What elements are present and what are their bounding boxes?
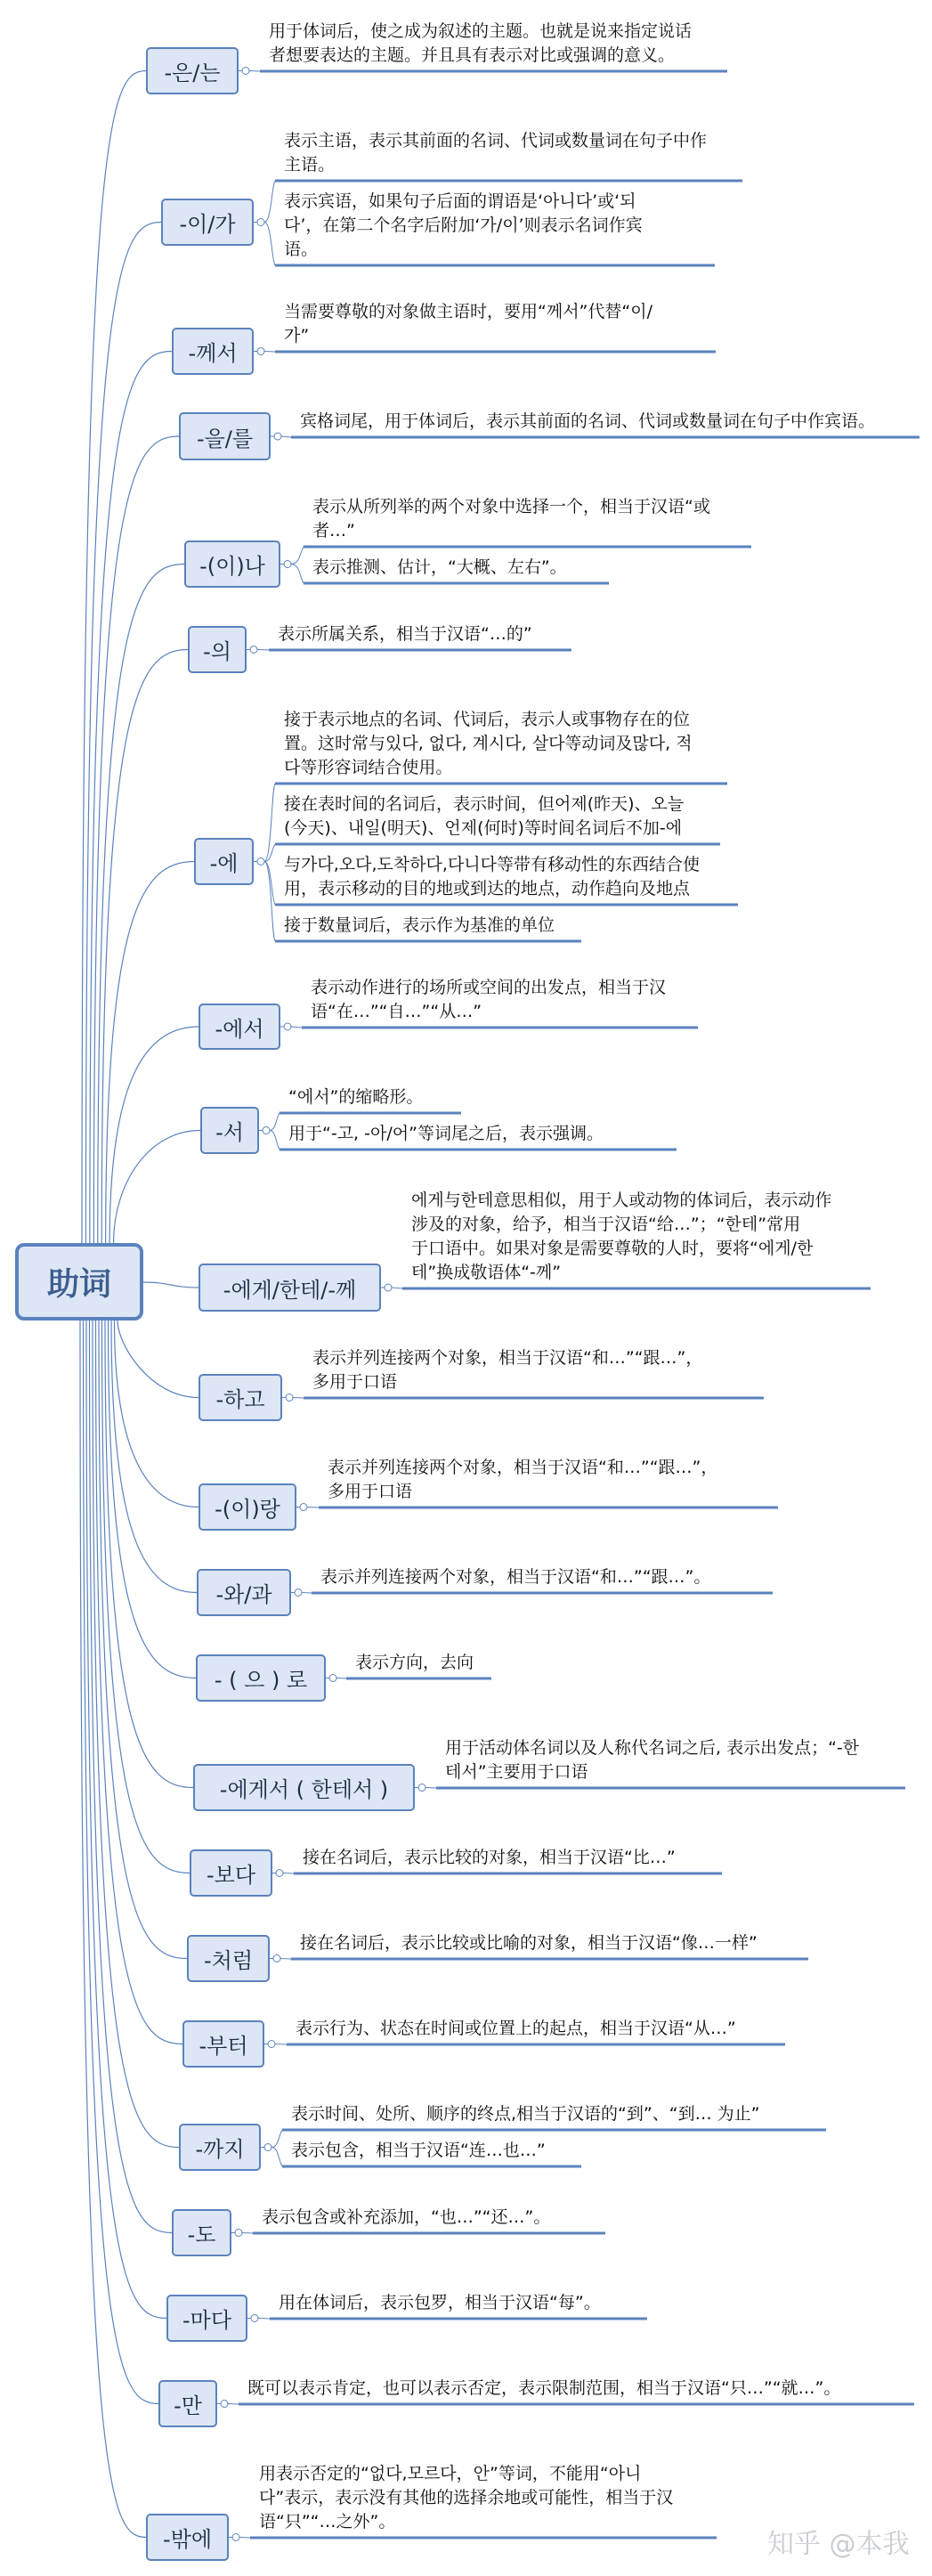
topic-label: -마다 bbox=[182, 2308, 232, 2333]
description-line: 接在名词后，表示比较的对象，相当于汉语“比…” bbox=[303, 1848, 676, 1867]
branch-connector bbox=[115, 1321, 199, 1507]
description-line: 置。这时常与있다, 없다, 계시다, 살다等动词及많다, 적 bbox=[284, 734, 693, 753]
child-connector bbox=[264, 181, 275, 223]
collapse-toggle-icon[interactable] bbox=[268, 2041, 275, 2048]
collapse-toggle-icon[interactable] bbox=[232, 2534, 239, 2541]
description-line: 表示宾语，如果句子后面的谓语是‘아니다’或‘되 bbox=[284, 191, 636, 211]
child-connector bbox=[257, 650, 269, 651]
description-line: 主语。 bbox=[284, 155, 336, 175]
child-connector bbox=[283, 1873, 294, 1874]
description-line: 既可以表示肯定，也可以表示否定，表示限制范围，相当于汉语“只…”“就…”。 bbox=[247, 2378, 841, 2398]
description-line: (今天)、내일(明天)、언제(何时)等时间名词后不加-에 bbox=[284, 818, 683, 838]
description-text bbox=[355, 1651, 474, 1675]
topic-node[interactable] bbox=[172, 2209, 231, 2256]
description-line: 用表示否定的“없다,모르다，안”等词，不能用“아니 bbox=[259, 2464, 642, 2483]
topic-label: -와/과 bbox=[215, 1582, 272, 1607]
collapse-toggle-icon[interactable] bbox=[274, 433, 281, 440]
description-line: 多用于口语 bbox=[328, 1482, 413, 1501]
description-line: 테서”主要用于口语 bbox=[445, 1762, 588, 1782]
topic-label: -보다 bbox=[206, 1863, 256, 1888]
topic-node[interactable] bbox=[158, 2380, 217, 2427]
description-line: 用于“-고, -아/어”等词尾之后，表示强调。 bbox=[288, 1124, 604, 1143]
branch-connector bbox=[98, 565, 184, 1244]
child-connector bbox=[425, 1788, 436, 1789]
topic-node[interactable] bbox=[194, 838, 254, 885]
description-line: 于口语中。如果对象是需要尊敬的人时，要将“에게/한 bbox=[411, 1239, 814, 1258]
child-connector bbox=[270, 1113, 280, 1131]
collapse-toggle-icon[interactable] bbox=[257, 858, 264, 865]
description-text bbox=[445, 1736, 859, 1784]
topic-label: -하고 bbox=[215, 1387, 265, 1412]
description-line: 者…” bbox=[312, 521, 355, 540]
topic-label: -만 bbox=[174, 2393, 202, 2418]
child-connector bbox=[271, 2148, 282, 2167]
description-text bbox=[320, 1565, 710, 1589]
description-text bbox=[284, 190, 643, 262]
child-connector bbox=[264, 223, 275, 266]
child-connector bbox=[281, 436, 291, 437]
topic-node[interactable] bbox=[190, 1849, 272, 1897]
description-line: 用于体词后，使之成为叙述的主题。也就是说来指定说话 bbox=[269, 21, 693, 41]
description-line: 에게与한테意思相似，用于人或动物的体词后，表示动作 bbox=[411, 1190, 832, 1210]
topic-node[interactable] bbox=[199, 1483, 296, 1531]
description-text bbox=[328, 1456, 717, 1504]
description-line: 涉及的对象，给予，相当于汉语“给…”；“한테”常用 bbox=[411, 1215, 801, 1234]
topic-label: - ( 으 ) 로 bbox=[214, 1668, 308, 1693]
child-connector bbox=[307, 1507, 319, 1508]
description-text bbox=[269, 20, 692, 68]
collapse-toggle-icon[interactable] bbox=[257, 348, 264, 355]
topic-node[interactable] bbox=[200, 1107, 259, 1154]
branch-connector bbox=[96, 1321, 183, 2044]
root-label: 助词 bbox=[46, 1266, 111, 1303]
topic-node[interactable] bbox=[199, 1004, 280, 1050]
description-text bbox=[247, 2377, 840, 2401]
description-text bbox=[312, 556, 567, 580]
description-text bbox=[262, 2206, 550, 2230]
topic-label: -의 bbox=[203, 639, 231, 664]
topic-label: -도 bbox=[187, 2223, 216, 2247]
branch-connector bbox=[109, 1027, 199, 1243]
topic-label: -서 bbox=[215, 1120, 244, 1145]
description-line: 接于数量词后，表示作为基准的单位 bbox=[284, 915, 555, 935]
description-line: 用，表示移动的目的地或到达的地点，动作趋向及地点 bbox=[284, 879, 691, 898]
topic-label: -께서 bbox=[188, 341, 238, 366]
description-text bbox=[312, 495, 710, 543]
description-text bbox=[284, 300, 652, 348]
child-connector bbox=[228, 2404, 239, 2405]
child-connector bbox=[264, 844, 275, 862]
topic-node[interactable] bbox=[161, 199, 254, 246]
description-line: 表示包含，相当于汉语“连…也…” bbox=[291, 2141, 546, 2160]
child-connector bbox=[291, 1027, 302, 1028]
child-connector bbox=[239, 2538, 250, 2539]
branch-connector bbox=[106, 862, 194, 1244]
topic-node[interactable] bbox=[197, 1569, 291, 1616]
topic-label: -에게서 ( 한테서 ) bbox=[219, 1777, 389, 1802]
branch-connector bbox=[114, 1131, 200, 1244]
description-text bbox=[411, 1189, 831, 1285]
description-text bbox=[311, 976, 666, 1024]
description-text bbox=[284, 914, 555, 938]
root-node[interactable] bbox=[15, 1243, 143, 1321]
description-text bbox=[259, 2462, 673, 2534]
description-line: 接在名词后，表示比较或比喻的对象，相当于汉语“像…一样” bbox=[300, 1933, 758, 1953]
description-line: 与가다,오다,도착하다,다니다等带有移动性的东西结合使 bbox=[284, 855, 701, 874]
collapse-toggle-icon[interactable] bbox=[284, 1023, 291, 1030]
topic-node[interactable] bbox=[184, 540, 280, 588]
collapse-toggle-icon[interactable] bbox=[257, 219, 264, 226]
description-line: 用在体词后，表示包罗，相当于汉语“每”。 bbox=[279, 2293, 601, 2312]
topic-label: -(이)나 bbox=[199, 554, 265, 579]
description-text bbox=[284, 708, 693, 780]
description-text bbox=[291, 2139, 546, 2163]
description-line: 表示行为、状态在时间或位置上的起点，相当于汉语“从…” bbox=[296, 2019, 736, 2038]
description-text bbox=[303, 1846, 676, 1870]
description-line: 语“只”“…之外”。 bbox=[259, 2512, 396, 2531]
collapse-toggle-icon[interactable] bbox=[385, 1284, 392, 1291]
topic-node[interactable] bbox=[172, 328, 254, 375]
child-connector bbox=[242, 2233, 253, 2234]
topic-node[interactable] bbox=[196, 1654, 326, 1702]
collapse-toggle-icon[interactable] bbox=[329, 1675, 336, 1682]
description-line: 表示所属关系，相当于汉语“…的” bbox=[278, 624, 532, 644]
description-line: 다等形容词结合使用。 bbox=[284, 758, 453, 777]
topic-label: -을/를 bbox=[196, 426, 254, 451]
child-connector bbox=[293, 1398, 304, 1399]
description-line: 多用于口语 bbox=[312, 1372, 398, 1392]
topic-label: -밖에 bbox=[162, 2527, 213, 2552]
description-line: 表示并列连接两个对象，相当于汉语“和…”“跟…”， bbox=[312, 1348, 703, 1368]
topic-node[interactable] bbox=[179, 412, 271, 460]
branch-connector bbox=[143, 1282, 199, 1288]
description-line: 宾格词尾，用于体词后，表示其前面的名词、代词或数量词在句子中作宾语。 bbox=[300, 411, 876, 431]
description-line: 语。 bbox=[284, 240, 319, 259]
description-line: 者想要表达的主题。并且具有表示对比或强调的意义。 bbox=[269, 45, 676, 65]
child-connector bbox=[249, 71, 260, 72]
branch-connector bbox=[85, 223, 161, 1244]
branch-connector bbox=[109, 1321, 197, 1678]
topic-label: -처럼 bbox=[203, 1948, 254, 1973]
description-line: 테”换成敬语体“-께” bbox=[411, 1263, 562, 1282]
topic-node[interactable] bbox=[187, 1935, 270, 1982]
topic-node[interactable] bbox=[146, 47, 239, 94]
description-line: 다”表示，表示没有其他的选择余地或可能性，相当于汉 bbox=[259, 2488, 674, 2507]
description-line: 表示方向，去向 bbox=[355, 1653, 474, 1672]
description-text bbox=[284, 792, 684, 841]
description-line: 表示从所列举的两个对象中选择一个，相当于汉语“或 bbox=[312, 497, 710, 516]
topic-label: -에서 bbox=[215, 1016, 264, 1042]
child-connector bbox=[291, 565, 304, 584]
collapse-toggle-icon[interactable] bbox=[300, 1504, 307, 1511]
topic-node[interactable] bbox=[146, 2514, 229, 2561]
collapse-toggle-icon[interactable] bbox=[418, 1784, 425, 1792]
topic-label: -까지 bbox=[195, 2137, 245, 2162]
description-line: 表示并列连接两个对象，相当于汉语“和…”“跟…”， bbox=[328, 1458, 718, 1477]
description-text bbox=[312, 1346, 702, 1394]
description-line: “에서”的缩略形。 bbox=[288, 1087, 424, 1107]
child-connector bbox=[280, 1959, 291, 1960]
description-text bbox=[300, 410, 875, 434]
topic-node[interactable] bbox=[193, 1764, 415, 1811]
child-connector bbox=[336, 1678, 346, 1679]
collapse-toggle-icon[interactable] bbox=[263, 1127, 270, 1134]
description-line: 다’，在第二个名字后附加‘가/이’则表示名词作宾 bbox=[284, 215, 643, 235]
child-connector bbox=[264, 352, 275, 353]
collapse-toggle-icon[interactable] bbox=[276, 1870, 283, 1877]
child-connector bbox=[291, 547, 304, 565]
branch-connector bbox=[118, 1321, 199, 1398]
topic-node[interactable] bbox=[166, 2295, 247, 2342]
description-line: 语“在…”“自…”“从…” bbox=[311, 1002, 482, 1021]
child-connector bbox=[271, 2130, 282, 2148]
description-text bbox=[278, 622, 532, 646]
branch-connector bbox=[102, 1321, 190, 1873]
description-text bbox=[284, 853, 700, 901]
description-line: 表示并列连接两个对象，相当于汉语“和…”“跟…”。 bbox=[320, 1567, 711, 1587]
collapse-toggle-icon[interactable] bbox=[286, 1394, 293, 1402]
description-line: 가” bbox=[284, 326, 310, 345]
description-line: 表示推测、估计，“大概、左右”。 bbox=[312, 557, 567, 577]
branch-connector bbox=[93, 436, 179, 1243]
description-line: 表示时间、处所、顺序的终点,相当于汉语的“到”、“到… 为止” bbox=[291, 2104, 760, 2124]
description-text bbox=[300, 1931, 758, 1955]
description-text bbox=[288, 1122, 604, 1146]
topic-label: -에 bbox=[209, 851, 239, 876]
description-line: 表示主语，表示其前面的名词、代词或数量词在句子中作 bbox=[284, 131, 708, 150]
collapse-toggle-icon[interactable] bbox=[251, 2315, 258, 2322]
child-connector bbox=[270, 1131, 280, 1150]
topic-label: -이/가 bbox=[179, 212, 236, 237]
topic-node[interactable] bbox=[188, 626, 247, 673]
collapse-toggle-icon[interactable] bbox=[235, 2230, 242, 2237]
child-connector bbox=[275, 2044, 287, 2045]
topic-label: -에게/한테/-께 bbox=[223, 1277, 357, 1303]
topic-node[interactable] bbox=[199, 1374, 282, 1421]
watermark: 知乎 @本我 bbox=[767, 2529, 910, 2560]
description-line: 当需要尊敬的对象做主语时，要用“께서”代替“이/ bbox=[284, 302, 652, 321]
branch-connector bbox=[111, 1321, 197, 1593]
collapse-toggle-icon[interactable] bbox=[250, 646, 257, 654]
collapse-toggle-icon[interactable] bbox=[273, 1955, 280, 1962]
collapse-toggle-icon[interactable] bbox=[221, 2401, 228, 2408]
child-connector bbox=[302, 1593, 312, 1594]
topic-label: -은/는 bbox=[164, 61, 221, 85]
topic-label: -부터 bbox=[199, 2034, 248, 2059]
description-line: 表示包含或补充添加，“也…”“还…”。 bbox=[262, 2207, 551, 2227]
topic-label: -(이)랑 bbox=[215, 1497, 280, 1522]
description-line: 用于活动体名词以及人称代名词之后, 表示出发点；“-한 bbox=[445, 1738, 860, 1758]
description-text bbox=[296, 2017, 736, 2041]
description-text bbox=[291, 2102, 759, 2126]
description-line: 表示动作进行的场所或空间的出发点，相当于汉 bbox=[311, 978, 667, 997]
description-text bbox=[284, 129, 707, 177]
child-connector bbox=[258, 2319, 270, 2320]
description-line: 接于表示地点的名词、代词后，表示人或事物存在的位 bbox=[284, 710, 691, 729]
collapse-toggle-icon[interactable] bbox=[242, 68, 249, 75]
collapse-toggle-icon[interactable] bbox=[295, 1589, 302, 1597]
topic-node[interactable] bbox=[182, 2020, 264, 2068]
description-text bbox=[279, 2291, 601, 2315]
topic-node[interactable] bbox=[199, 1264, 381, 1312]
child-connector bbox=[264, 784, 275, 862]
collapse-toggle-icon[interactable] bbox=[284, 561, 291, 568]
branch-connector bbox=[99, 1321, 187, 1959]
description-text bbox=[288, 1085, 423, 1109]
collapse-toggle-icon[interactable] bbox=[264, 2144, 271, 2151]
description-line: 接在表时间的名词后，表示时间，但어제(昨天)、오늘 bbox=[284, 794, 685, 814]
topic-node[interactable] bbox=[179, 2124, 261, 2171]
